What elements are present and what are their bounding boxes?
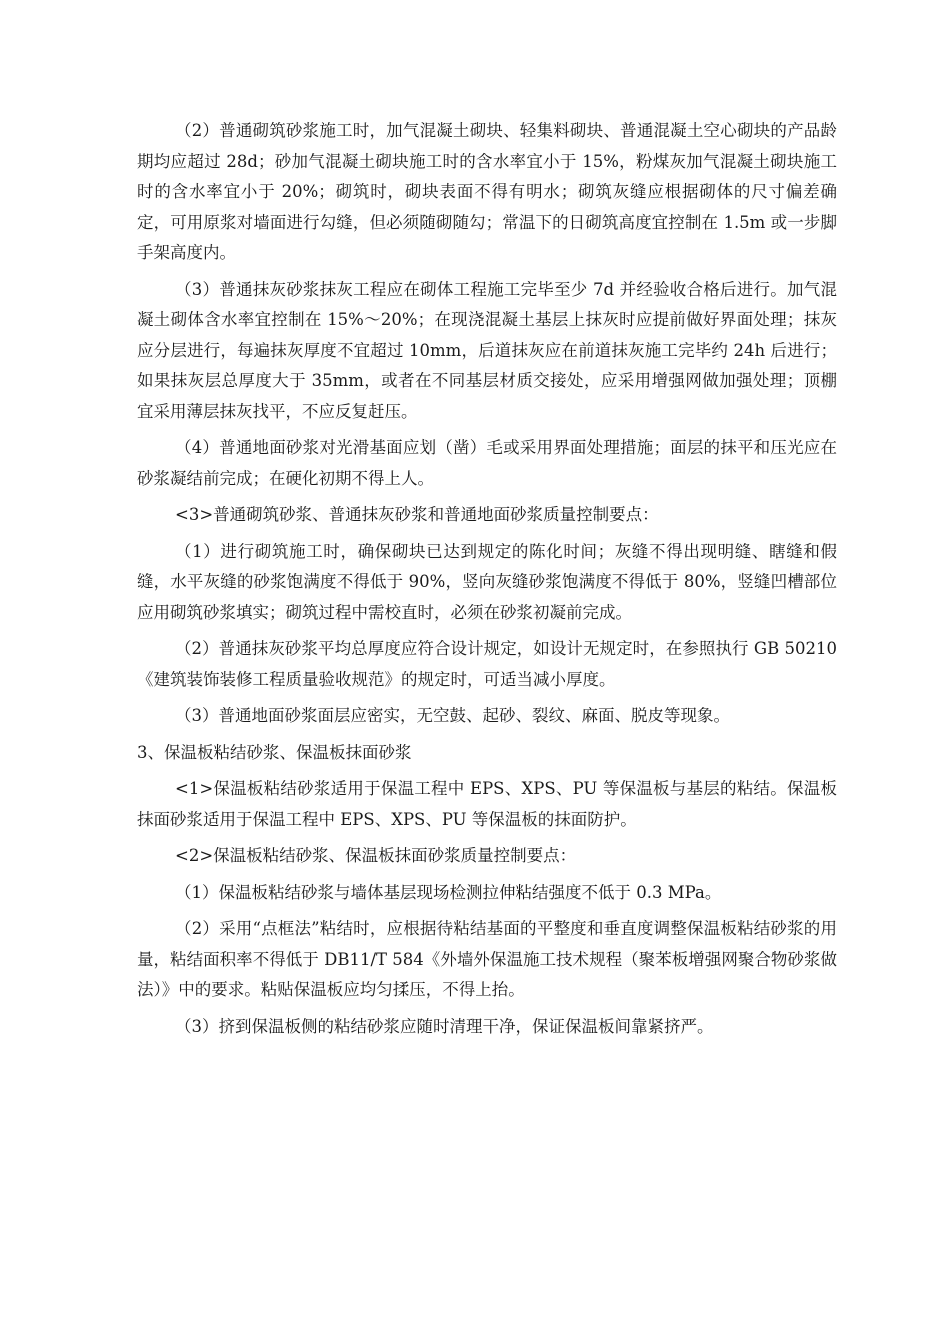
section-heading-insulation-mortar: 3、保温板粘结砂浆、保温板抹面砂浆: [137, 742, 412, 762]
document-body: [137, 116, 837, 1048]
paragraph-floor-quality: （3）普通地面砂浆面层应密实，无空鼓、起砂、裂纹、麻面、脱皮等现象。: [175, 706, 730, 725]
paragraph-squeezed-mortar: （3）挤到保温板侧的粘结砂浆应随时清理干净，保证保温板间靠紧挤严。: [175, 1016, 714, 1036]
paragraph-bond-strength: （1）保温板粘结砂浆与墙体基层现场检测拉伸粘结强度不低于 0.3 MPa。: [175, 882, 722, 902]
paragraph-point-frame-method: （2）采用“点框法”粘结时，应根据待粘结基面的平整度和垂直度调整保温板粘结砂浆的用量，粘结面积率不得低于 DB11/T 584《外墙外保温施工技术规程（聚苯板增强网聚合物砂浆做法）》中的要求。粘贴保温板应均匀揉压，不得上抬。: [137, 919, 837, 999]
paragraph-masonry-construction: （2）普通砌筑砂浆施工时，加气混凝土砌块、轻集料砌块、普通混凝土空心砌块的产品龄期均应超过 28d；砂加气混凝土砌块施工时的含水率宜小于 15%，粉煤灰加气混凝土砌块施工时的含水率宜小于 20%；砌筑时，砌块表面不得有明水；砌筑灰缝应根据砌体的尺寸偏差确定，可用原浆对墙面进行勾缝，但必须随砌随勾；常温下的日砌筑高度宜控制在 1.5m 或一步脚手架高度内。: [137, 121, 837, 262]
heading-insulation-quality-points: <2>保温板粘结砂浆、保温板抹面砂浆质量控制要点：: [175, 846, 577, 865]
paragraph-floor-construction: （4）普通地面砂浆对光滑基面应划（凿）毛或采用界面处理措施；面层的抹平和压光应在砂浆凝结前完成；在硬化初期不得上人。: [137, 438, 837, 488]
heading-quality-control-points: <3>普通砌筑砂浆、普通抹灰砂浆和普通地面砂浆质量控制要点：: [175, 505, 659, 524]
paragraph-masonry-quality: （1）进行砌筑施工时，确保砌块已达到规定的陈化时间；灰缝不得出现明缝、瞎缝和假缝，水平灰缝的砂浆饱满度不得低于 90%，竖向灰缝砂浆饱满度不得低于 80%，竖缝凹槽部位应用砌筑砂浆填实；砌筑过程中需校直时，必须在砂浆初凝前完成。: [137, 541, 837, 622]
paragraph-plaster-construction: （3）普通抹灰砂浆抹灰工程应在砌体工程施工完毕至少 7d 并经验收合格后进行。加气混凝土砌体含水率宜控制在 15%～20%；在现浇混凝土基层上抹灰时应提前做好界面处理；抹灰应分层进行，每遍抹灰厚度不宜超过 10mm，后道抹灰应在前道抹灰施工完毕约 24h 后进行；如果抹灰层总厚度大于 35mm，或者在不同基层材质交接处，应采用增强网做加强处理；顶棚宜采用薄层抹灰找平，不应反复赶压。: [137, 279, 837, 421]
paragraph-plaster-quality: （2）普通抹灰砂浆平均总厚度应符合设计规定，如设计无规定时，在参照执行 GB 50210《建筑装饰装修工程质量验收规范》的规定时，可适当减小厚度。: [137, 639, 837, 689]
paragraph-insulation-application: <1>保温板粘结砂浆适用于保温工程中 EPS、XPS、PU 等保温板与基层的粘结。保温板抹面砂浆适用于保温工程中 EPS、XPS、PU 等保温板的抹面防护。: [137, 779, 837, 829]
